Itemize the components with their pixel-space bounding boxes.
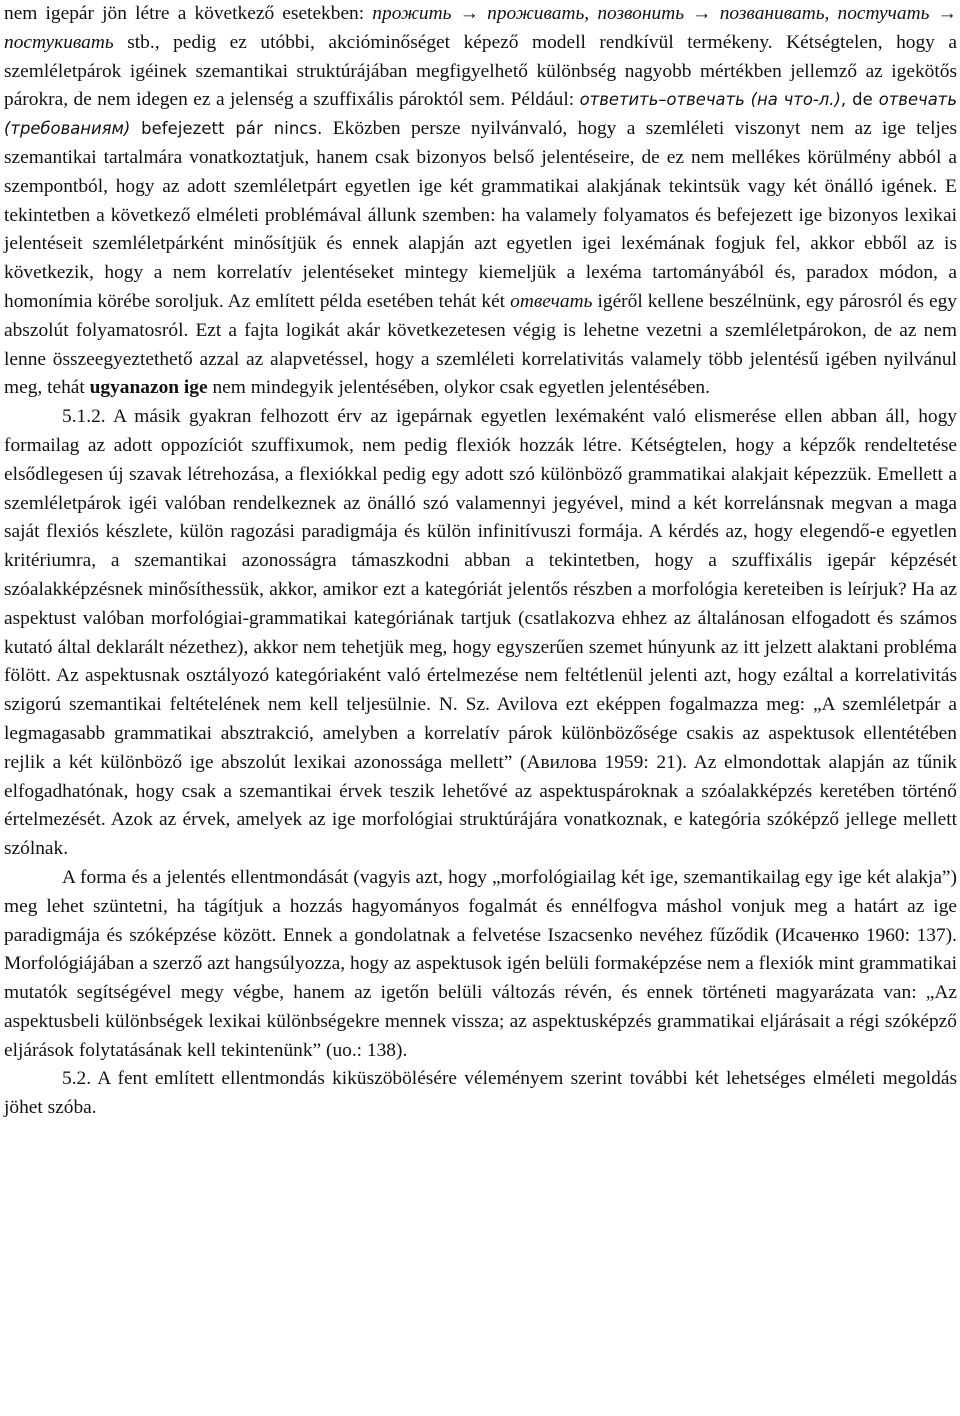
russian-example: ответить–отвечать (на что-л.) [579, 90, 841, 110]
paragraph-5-1-2: 5.1.2. A másik gyakran felhozott érv az igepárnak egyetlen lexémaként való elismerése ellen abban áll, hogy formailag az adott oppozíciót szuffixumok, nem pedig flexiók hozzák létre. Kétségtelen, hogy a képzők rendeltetése elsődlegesen új szavak létrehozása, a flexiókkal pedig egy adott szó különböző grammatikai alakjait képezzük. Emellett a szemléletpárok igéi valóban rendelkeznek az önálló szó valamennyi jegyével, mind a két korrelánsnak megvan a maga saját flexiós készlete, külön ragozási paradigmája és külön infinitívuszi formája. A kérdés az, hogy elegendő-e egyetlen kritériumra, a szemantikai azonosságra támaszkodni abban a tekintetben, hogy a szuffixális igepár képzését szóalakképzésnek minősíthessük, akkor, amikor ezt a kategóriát jelentős részben a morfológia kereteiben is leírjuk? Ha az aspektust valóban morfológiai-grammatikai kategóriának tartjuk (csatlakozva ehhez az általánosan elfogadott és számos kutató által deklarált nézethez), akkor nem tehetjük meg, hogy egyszerűen szemet húnyunk az itt jelzett alaktani probléma fölött. Az aspektusnak osztályozó kategóriaként való értelmezése nem feltétlenül jelenti azt, hogy ezáltal a korrelativitás szigorú szemantikai feltételének nem kell teljesülnie. N. Sz. Avilova ezt eképpen fogalmazza meg: „A szemléletpár a legmagasabb grammatikai absztrakció, amelyben a korrelatív párok különbözősége csakis az aspektusok ellentétében rejlik a két különböző ige abszolút lexikai azonossága mellett” (Авилова 1959: 21). Az elmondottak alapján az tűnik elfogadhatónak, hogy csak a szemantikai érvek teszik lehetővé az aspektuspároknak a szóalakképzés keretében történő értelmezését. Azok az érvek, amelyek az ige morfológiai struktúrájára vonatkoznak, e kategória szóképző jellege mellett szólnak. [4, 406, 957, 860]
paragraph-1 [4, 0, 957, 403]
text-span: Eközben persze nyilvánvaló, hogy a szemléleti viszonyt nem az ige teljes szemantikai tartalmára vonatkoztatjuk, hanem csak bizonyos belső jelentéseire, de ez nem mellékes körülmény abból a szempontból, hogy az adott szemléletpárt egyetlen ige két grammatikai alakjának tekintsük vagy két önálló igének. E tekintetben a következő elméleti problémával állunk szemben: ha valamely folyamatos és befejezett ige bizonyos lexikai jelentéseit szemléletpárként minősítjük és ennek alapján azt egyetlen igei lexémának fogjuk fel, akkor ebből az is következik, hogy a nem korrelatív jelentéseket mintegy kiemeljük a lexéma tartományából és, paradox módon, a homonímia körébe soroljuk. Az említett példa esetében tehát két [4, 118, 957, 312]
text-span: stb., pedig ez utóbbi, akcióminőséget képező modell rendkívül termékeny. Kétségtelen, hogy a szemléletpárok igéinek szemantikai struktúrájában megfigyelhető különbség nagyobb mértékben jellemző az igekötős párokra, de nem idegen ez a jelenség a szuffixális pároktól sem. Például: [4, 31, 957, 111]
russian-example: отвечать [510, 290, 593, 312]
text-span: , de [840, 90, 879, 110]
russian-example: прожить → проживать, позвонить → позванивать, постучать → постукивать [4, 3, 957, 53]
text-span: befejezett pár nincs. [130, 119, 323, 139]
paragraph-form-meaning: A forma és a jelentés ellentmondását (vagyis azt, hogy „morfológiailag két ige, szemantikailag egy ige két alakja”) meg lehet szüntetni, ha tágítjuk a hozzás hagyományos fogalmát és ennélfogva máshol vonjuk meg a határt az ige paradigmája és szóképzése között. Ennek a gondolatnak a felvetése Iszacsenko nevéhez fűződik (Исаченко 1960: 137). Morfológiájában a szerző azt hangsúlyozza, hogy az aspektusok igén belüli formaképzése nem a flexiók mint grammatikai mutatók segítségével megy végbe, hanem az igetőn belüli változás révén, és ennek történeti magyarázata van: „Az aspektusbeli különbségek lexikai különbségekre mennek vissza; az aspektusképzés grammatikai eljárásait a régi szóképző eljárások folytatásának kell tekintenünk” (uo.: 138). [4, 866, 957, 1061]
paragraph-5-2: 5.2. A fent említett ellentmondás kiküszöbölésére véleményem szerint további két lehetséges elméleti megoldás jöhet szóba. [4, 1068, 957, 1119]
text-span: nem mindegyik jelentésében, olykor csak egyetlen jelentésében. [207, 377, 710, 399]
text-span: igéről kellene beszélnünk, egy párosról és egy abszolút folyamatosról. Ezt a fajta logikát akár következetesen végig is lehetne vezetni a szemléletpárokon, de az nem lenne összeegyeztethető azzal az alapvetéssel, hogy a szemléleti korrelativitás valamely több jelentésű igében nyilvánul meg, tehát [4, 290, 957, 399]
text-span: nem igepár jön létre a következő esetekben: [4, 3, 373, 24]
russian-example: отвечать (требованиям) [4, 90, 957, 139]
emphasis-bold: ugyanazon ige [89, 377, 208, 399]
